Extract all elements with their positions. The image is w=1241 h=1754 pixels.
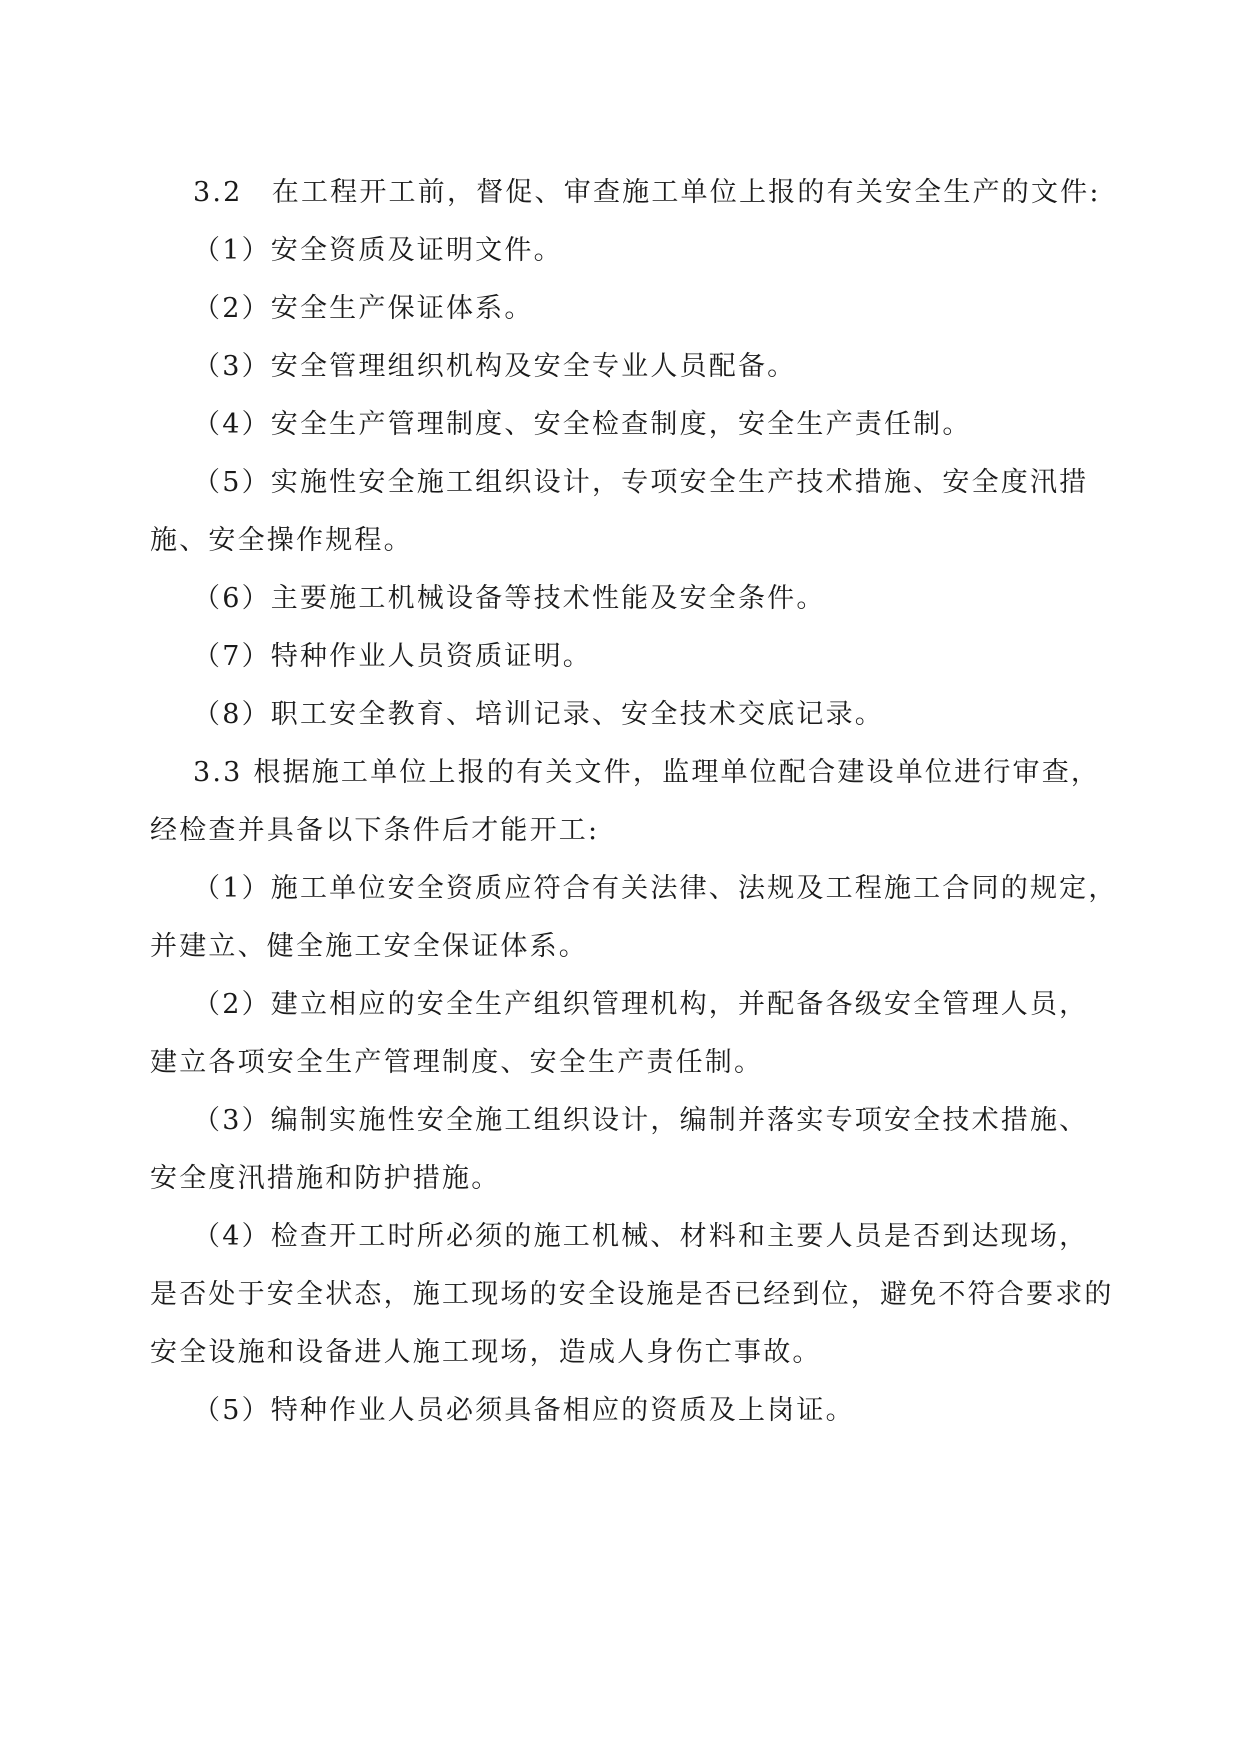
list-item: （8）职工安全教育、培训记录、安全技术交底记录。	[193, 699, 884, 730]
section-3-2-heading: 3.2 在工程开工前，督促、审查施工单位上报的有关安全生产的文件:	[193, 177, 1101, 208]
list-item: （1）安全资质及证明文件。	[193, 235, 563, 266]
section-3-3-heading: 3.3 根据施工单位上报的有关文件，监理单位配合建设单位进行审查，	[193, 757, 1101, 788]
list-item-continuation: 安全度汛措施和防护措施。	[150, 1163, 501, 1194]
list-item: （5）特种作业人员必须具备相应的资质及上岗证。	[193, 1395, 855, 1426]
list-item-continuation: 建立各项安全生产管理制度、安全生产责任制。	[150, 1047, 764, 1078]
list-item: （7）特种作业人员资质证明。	[193, 641, 592, 672]
list-item: （1）施工单位安全资质应符合有关法律、法规及工程施工合同的规定，	[193, 873, 1118, 904]
list-item: （4）检查开工时所必须的施工机械、材料和主要人员是否到达现场，	[193, 1221, 1089, 1252]
list-item: （4）安全生产管理制度、安全检查制度，安全生产责任制。	[193, 409, 972, 440]
section-3-3-continuation: 经检查并具备以下条件后才能开工:	[150, 815, 600, 846]
list-item: （6）主要施工机械设备等技术性能及安全条件。	[193, 583, 826, 614]
list-item-continuation: 并建立、健全施工安全保证体系。	[150, 931, 588, 962]
list-item: （3）编制实施性安全施工组织设计，编制并落实专项安全技术措施、	[193, 1105, 1089, 1136]
list-item: （3）安全管理组织机构及安全专业人员配备。	[193, 351, 797, 382]
list-item-continuation: 是否处于安全状态，施工现场的安全设施是否已经到位，避免不符合要求的	[150, 1279, 1114, 1310]
list-item: （2）建立相应的安全生产组织管理机构，并配备各级安全管理人员，	[193, 989, 1089, 1020]
list-item-continuation: 施、安全操作规程。	[150, 525, 413, 556]
list-item: （5）实施性安全施工组织设计，专项安全生产技术措施、安全度汛措	[193, 467, 1089, 498]
list-item-continuation: 安全设施和设备进人施工现场，造成人身伤亡事故。	[150, 1337, 822, 1368]
list-item: （2）安全生产保证体系。	[193, 293, 534, 324]
